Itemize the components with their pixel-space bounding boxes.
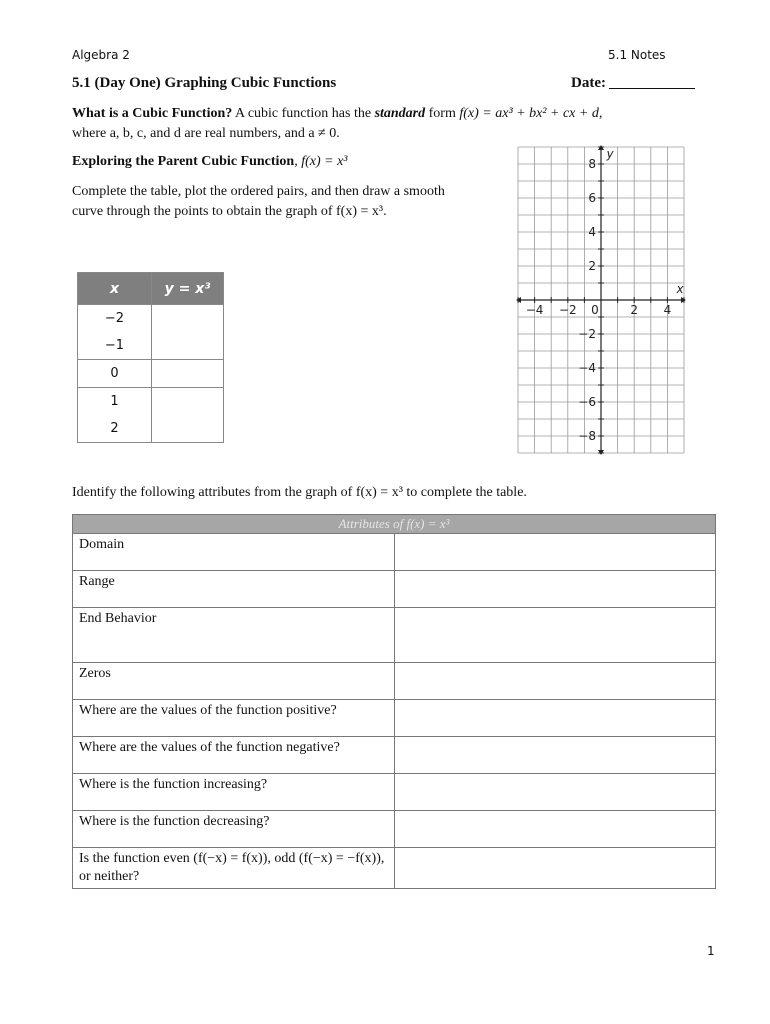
attribute-answer-cell[interactable] (394, 608, 716, 663)
attribute-row (73, 737, 716, 774)
x-tick-label: 2 (630, 303, 639, 317)
xy-header-y: y = x³ (152, 273, 224, 305)
y-axis-label: y (606, 147, 614, 161)
header-course: Algebra 2 (72, 48, 130, 62)
identify-text: Identify the following attributes from the graph of f(x) = x³ to complete the table. (72, 485, 527, 500)
header-section: 5.1 Notes (608, 48, 666, 62)
xy-table (77, 272, 224, 443)
y-answer-cell[interactable] (152, 388, 224, 443)
date-field (571, 75, 695, 92)
y-tick-label: 2 (588, 259, 596, 273)
x-axis-label: x (676, 282, 684, 296)
y-tick-label: 4 (588, 225, 596, 239)
attribute-row (73, 848, 716, 889)
x-value: −2 (104, 311, 125, 326)
attribute-label: Range (73, 571, 395, 608)
attributes-table (72, 514, 716, 889)
attributes-title: Attributes of f(x) = x³ (73, 515, 716, 534)
attribute-answer-cell[interactable] (394, 848, 716, 889)
attribute-row (73, 774, 716, 811)
y-answer-cell[interactable] (152, 360, 224, 388)
attribute-label: Is the function even (f(−x) = f(x)), odd (f(−x) = −f(x)), or neither? (73, 848, 395, 889)
coordinate-grid[interactable] (516, 145, 686, 455)
y-tick-label: 6 (588, 191, 596, 205)
y-tick-label: −4 (578, 361, 596, 375)
xy-row-3 (78, 388, 152, 443)
attribute-answer-cell[interactable] (394, 700, 716, 737)
y-answer-cell[interactable] (152, 305, 224, 360)
definition-text-1: A cubic function has the (232, 106, 375, 121)
attribute-answer-cell[interactable] (394, 811, 716, 848)
attribute-row (73, 534, 716, 571)
attribute-row (73, 700, 716, 737)
attribute-row (73, 663, 716, 700)
definition (72, 104, 702, 144)
date-label: Date: (571, 75, 606, 91)
attribute-answer-cell[interactable] (394, 774, 716, 811)
xy-row-2 (78, 360, 152, 388)
tick-labels (526, 147, 685, 443)
attribute-label: End Behavior (73, 608, 395, 663)
x-value: 2 (110, 421, 119, 436)
attribute-row (73, 811, 716, 848)
x-value: −1 (104, 338, 125, 353)
xy-header-x: x (78, 273, 152, 305)
x-value: 0 (110, 366, 119, 381)
x-tick-label: −4 (525, 303, 544, 317)
x-tick-label: 4 (663, 303, 672, 317)
explore-heading-formula: , f(x) = x³ (294, 154, 348, 169)
attribute-label: Zeros (73, 663, 395, 700)
y-tick-label: −6 (578, 395, 596, 409)
attribute-answer-cell[interactable] (394, 663, 716, 700)
definition-standard: standard (374, 106, 426, 121)
attribute-label: Domain (73, 534, 395, 571)
definition-line-2: where a, b, c, and d are real numbers, and a ≠ 0. (72, 126, 340, 141)
explore-heading-text: Exploring the Parent Cubic Function (72, 154, 295, 169)
x-tick-label: −2 (558, 303, 577, 317)
attribute-label: Where is the function increasing? (73, 774, 395, 811)
attribute-label: Where is the function decreasing? (73, 811, 395, 848)
x-tick-label: 0 (591, 303, 599, 317)
y-tick-label: −8 (578, 429, 596, 443)
y-tick-label: −2 (578, 327, 596, 341)
x-value: 1 (110, 394, 119, 409)
attribute-label: Where are the values of the function positive? (73, 700, 395, 737)
page-number: 1 (707, 944, 715, 958)
definition-text-2: form (425, 106, 460, 121)
attribute-row (73, 608, 716, 663)
definition-formula: f(x) = ax³ + bx² + cx + d, (459, 106, 603, 121)
attribute-row (73, 571, 716, 608)
explore-instructions: Complete the table, plot the ordered pairs, and then draw a smooth curve through the points to obtain the graph of f(x) = x³. (72, 184, 445, 219)
xy-row-1 (78, 305, 152, 360)
page-title: 5.1 (Day One) Graphing Cubic Functions (72, 75, 337, 91)
date-blank (609, 76, 695, 89)
axes (516, 145, 686, 455)
y-tick-label: 8 (588, 157, 596, 171)
attribute-answer-cell[interactable] (394, 571, 716, 608)
attribute-answer-cell[interactable] (394, 534, 716, 571)
definition-lead: What is a Cubic Function? (72, 106, 233, 121)
identify-instructions (72, 485, 527, 501)
attribute-answer-cell[interactable] (394, 737, 716, 774)
attribute-label: Where are the values of the function negative? (73, 737, 395, 774)
explore-heading (72, 154, 348, 170)
